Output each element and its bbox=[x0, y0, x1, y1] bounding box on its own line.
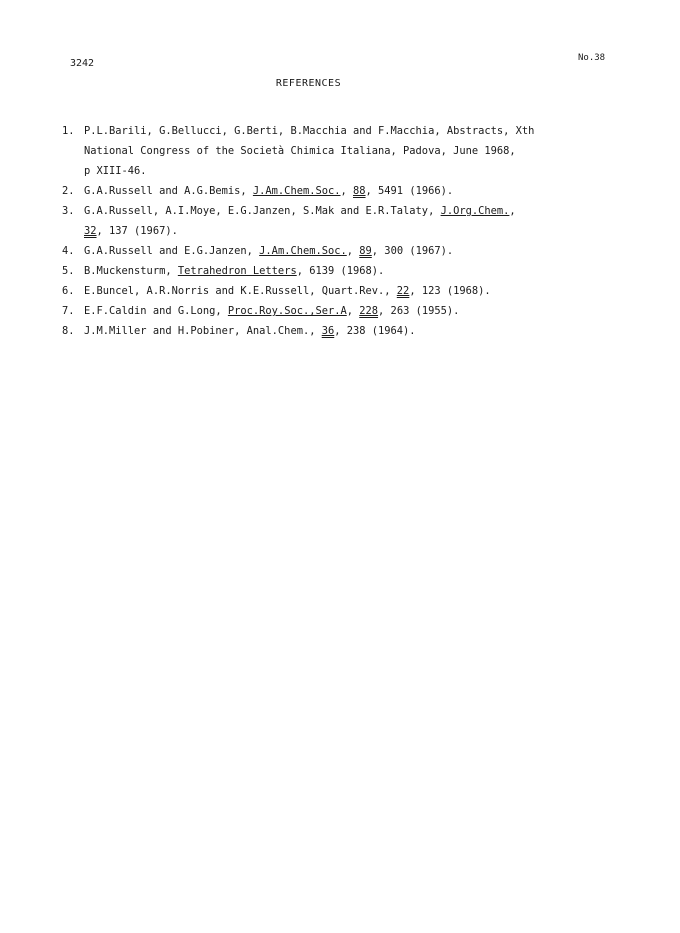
reference-pages-year: , 6139 (1968). bbox=[296, 265, 385, 277]
reference-text bbox=[84, 241, 602, 261]
reference-authors: B.Muckensturm, bbox=[84, 265, 178, 277]
reference-7 bbox=[62, 301, 602, 321]
reference-number: 4. bbox=[62, 245, 75, 257]
reference-1 bbox=[62, 121, 602, 181]
volume-number: 89 bbox=[359, 245, 372, 257]
reference-pages-year: , 123 (1968). bbox=[409, 285, 491, 297]
reference-pages-year: , 238 (1964). bbox=[334, 325, 416, 337]
reference-5 bbox=[62, 261, 602, 281]
references-heading: REFERENCES bbox=[275, 78, 342, 89]
reference-4 bbox=[62, 241, 602, 261]
volume-number: 22 bbox=[396, 285, 410, 297]
separator: , bbox=[346, 245, 360, 257]
volume-number: 88 bbox=[353, 185, 366, 197]
reference-pages-year: , 5491 (1966). bbox=[365, 185, 454, 197]
volume-number: 36 bbox=[321, 325, 335, 337]
journal-name: Proc.Roy.Soc.,Ser.A bbox=[227, 305, 347, 317]
separator: , bbox=[340, 185, 354, 197]
reference-text bbox=[84, 121, 602, 181]
reference-authors: J.M.Miller and H.Pobiner, Anal.Chem., bbox=[84, 325, 322, 337]
reference-authors: G.A.Russell and E.G.Janzen, bbox=[84, 245, 260, 257]
reference-number: 5. bbox=[62, 265, 75, 277]
reference-authors: G.A.Russell, A.I.Moye, E.G.Janzen, S.Mak and E.R.Talaty, bbox=[84, 205, 441, 217]
reference-text bbox=[84, 181, 602, 201]
reference-text bbox=[84, 321, 602, 341]
reference-number: 7. bbox=[62, 305, 75, 317]
reference-pages-year: , 137 (1967). bbox=[96, 225, 178, 237]
reference-number: 1. bbox=[62, 125, 75, 137]
journal-name: J.Am.Chem.Soc. bbox=[252, 185, 341, 197]
reference-number: 6. bbox=[62, 285, 75, 297]
reference-list bbox=[62, 121, 602, 341]
separator: , bbox=[509, 205, 516, 217]
reference-6 bbox=[62, 281, 602, 301]
reference-8 bbox=[62, 321, 602, 341]
page-number: 3242 bbox=[70, 58, 95, 69]
journal-name: Tetrahedron Letters bbox=[177, 265, 297, 277]
reference-pages-year: , 300 (1967). bbox=[371, 245, 454, 257]
reference-number: 8. bbox=[62, 325, 75, 337]
journal-name: J.Am.Chem.Soc. bbox=[259, 245, 347, 257]
reference-pages-year: , 263 (1955). bbox=[378, 305, 460, 317]
reference-text bbox=[84, 261, 602, 281]
separator: , bbox=[346, 305, 360, 317]
reference-authors: E.F.Caldin and G.Long, bbox=[84, 305, 228, 317]
reference-line: p XIII-46. bbox=[84, 165, 147, 177]
volume-number: 32 bbox=[84, 225, 97, 237]
reference-number: 3. bbox=[62, 205, 75, 217]
reference-line: P.L.Barili, G.Bellucci, G.Berti, B.Macchia and F.Macchia, Abstracts, Xth bbox=[84, 125, 535, 137]
issue-number: No.38 bbox=[578, 53, 606, 63]
reference-text bbox=[84, 301, 602, 321]
reference-number: 2. bbox=[62, 185, 75, 197]
reference-3 bbox=[62, 201, 602, 241]
reference-text bbox=[84, 281, 602, 301]
reference-authors: G.A.Russell and A.G.Bemis, bbox=[84, 185, 253, 197]
reference-authors: E.Buncel, A.R.Norris and K.E.Russell, Quart.Rev., bbox=[84, 285, 397, 297]
journal-name: J.Org.Chem. bbox=[440, 205, 510, 217]
reference-text bbox=[84, 201, 602, 241]
reference-2 bbox=[62, 181, 602, 201]
reference-line: National Congress of the Società Chimica Italiana, Padova, June 1968, bbox=[84, 145, 516, 157]
volume-number: 228 bbox=[359, 305, 379, 317]
